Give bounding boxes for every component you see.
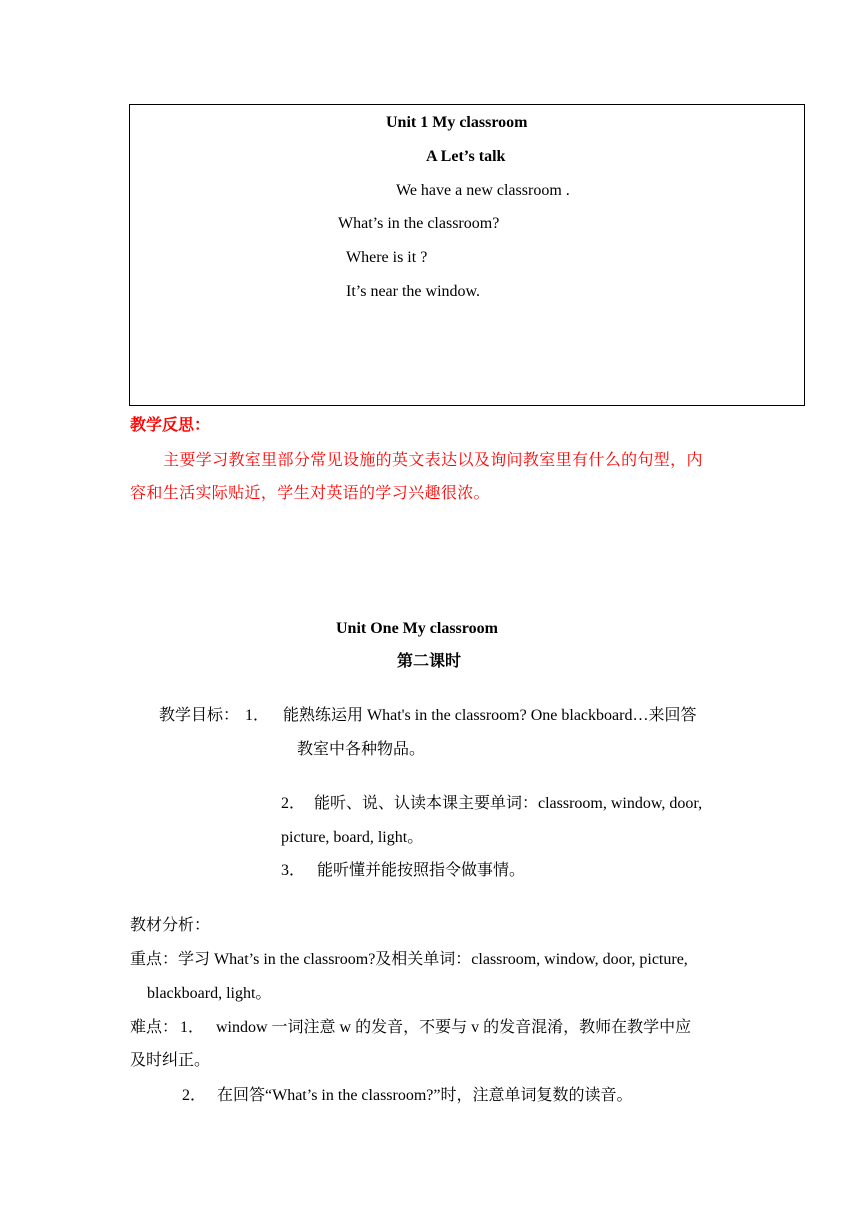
analysis-label: 教材分析： [130,917,211,934]
unit-title: Unit 1 My classroom [386,114,528,131]
lesson-subtitle: 第二课时 [397,653,462,670]
objective-text: 能听、说、认读本课主要单词：classroom, window, door, [314,795,703,812]
lesson-title: Unit One My classroom [336,620,498,637]
dialogue-line: We have a new classroom . [396,182,570,199]
objective-number: 1． [245,707,270,724]
difficult-point-text: 及时纠正。 [130,1052,211,1069]
key-points-text: blackboard, light。 [147,985,272,1002]
section-title: A Let’s talk [426,148,506,165]
objectives-label: 教学目标： [159,707,240,724]
objective-text: 能熟练运用 What's in the classroom? One blackboard…来回答 [283,707,697,724]
objective-number: 2． [281,795,306,812]
difficult-points-label: 难点： [130,1019,179,1036]
dialogue-line: Where is it ? [346,249,428,266]
difficult-point-number: 2． [182,1087,207,1104]
difficult-point-number: 1． [180,1019,205,1036]
reflection-heading: 教学反思： [130,417,211,434]
dialogue-line: What’s in the classroom? [338,215,500,232]
objective-text: picture, board, light。 [281,829,424,846]
objective-text: 能听懂并能按照指令做事情。 [317,862,526,879]
difficult-point-text: 在回答“What’s in the classroom?”时，注意单词复数的读音。 [217,1087,633,1104]
dialogue-line: It’s near the window. [346,283,481,300]
objective-number: 3． [281,862,306,879]
reflection-text-line: 主要学习教室里部分常见设施的英文表达以及询问教室里有什么的句型，内 [163,452,703,469]
key-points-text: 重点：学习 What’s in the classroom?及相关单词：classroom, window, door, picture, [130,951,688,968]
difficult-point-text: window 一词注意 w 的发音，不要与 v 的发音混淆，教师在教学中应 [216,1019,692,1036]
reflection-text-line: 容和生活实际贴近，学生对英语的学习兴趣很浓。 [130,485,490,502]
objective-text: 教室中各种物品。 [297,741,426,758]
